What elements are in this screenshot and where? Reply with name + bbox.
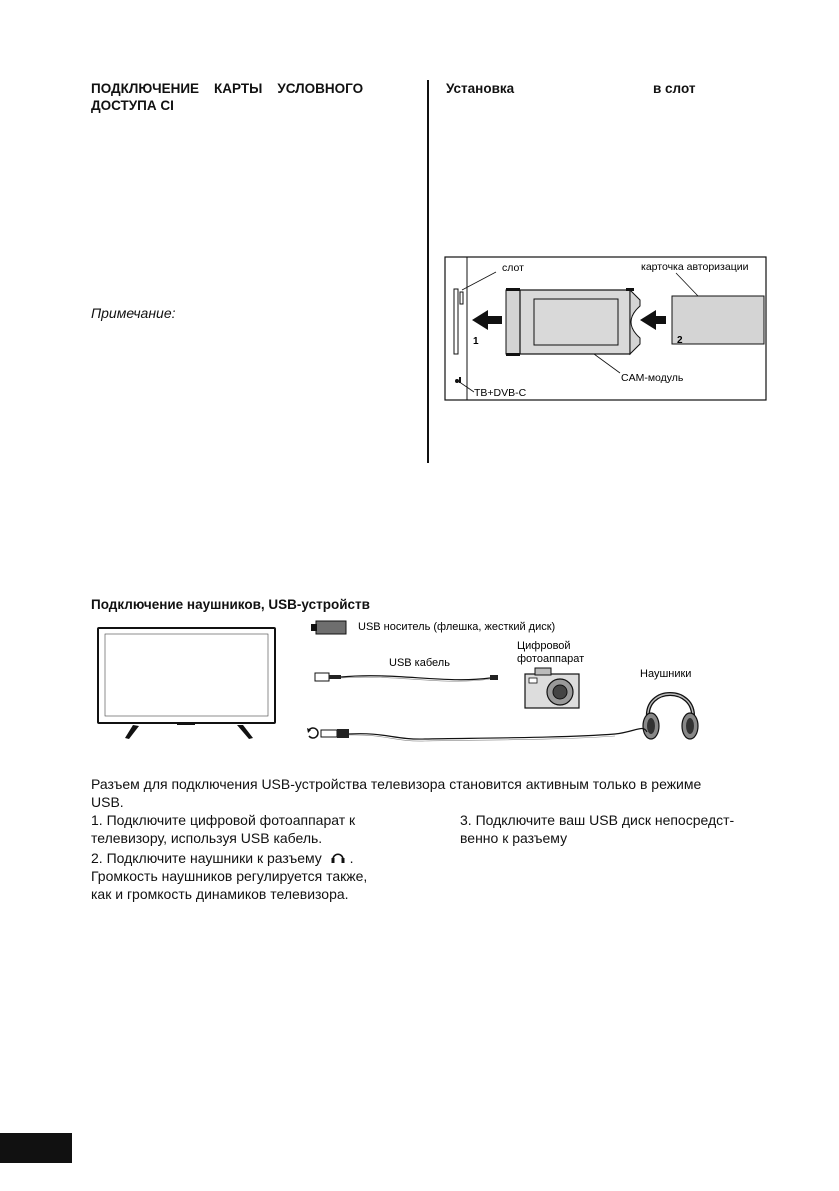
step3-line1: 3. Подключите ваш USB диск непосредст- — [460, 812, 735, 828]
step3-line2: венно к разъему — [460, 830, 568, 846]
usb-para-line1: Разъем для подключения USB-устройства телевизора становится активным только в режиме — [91, 776, 702, 792]
usb-flash-icon — [316, 621, 346, 634]
usb-heading: Подключение наушников, USB-устройств — [91, 597, 370, 612]
usb-para-line2: USB. — [91, 794, 124, 810]
step2-line3: как и громкость динамиков телевизора. — [91, 886, 349, 902]
ci-heading-line2: ДОСТУПА CI — [91, 98, 174, 113]
headphones-label: Наушники — [640, 668, 692, 680]
usb-plug-icon — [315, 673, 329, 681]
ci-heading-line1: ПОДКЛЮЧЕНИЕ КАРТЫ УСЛОВНОГО — [91, 81, 364, 96]
tv-label: ТВ+DVB-C — [474, 387, 527, 399]
headphones-icon — [330, 850, 346, 864]
note-label: Примечание: — [91, 305, 176, 321]
camera-label-line2: фотоаппарат — [517, 653, 585, 665]
usb-cable-label: USB кабель — [389, 657, 450, 669]
install-heading-part2: в слот — [653, 81, 696, 96]
camera-label-line1: Цифровой — [517, 640, 571, 652]
cam-label: CAM-модуль — [621, 372, 684, 384]
column-divider — [427, 80, 429, 463]
page-tab-marker — [0, 1133, 72, 1163]
install-heading-part1: Установка — [446, 81, 515, 96]
step2-line1: 2. Подключите наушники к разъему — [91, 850, 322, 866]
step-1-number: 1 — [473, 336, 479, 347]
step1-line2: телевизору, используя USB кабель. — [91, 830, 323, 846]
step1-line1: 1. Подключите цифровой фотоаппарат к — [91, 812, 356, 828]
step-2-number: 2 — [677, 335, 683, 346]
usb-connections-diagram — [95, 614, 735, 754]
usb-media-label: USB носитель (флешка, жесткий диск) — [358, 621, 556, 633]
headphones-illustration — [643, 694, 698, 739]
headphone-jack-icon — [307, 728, 318, 738]
cam-module-diagram — [444, 256, 768, 402]
slot-label: слот — [502, 262, 524, 274]
camera-icon — [525, 668, 579, 708]
step2-line2: Громкость наушников регулируется также, — [91, 868, 368, 884]
card-label: карточка авторизации — [641, 261, 749, 273]
